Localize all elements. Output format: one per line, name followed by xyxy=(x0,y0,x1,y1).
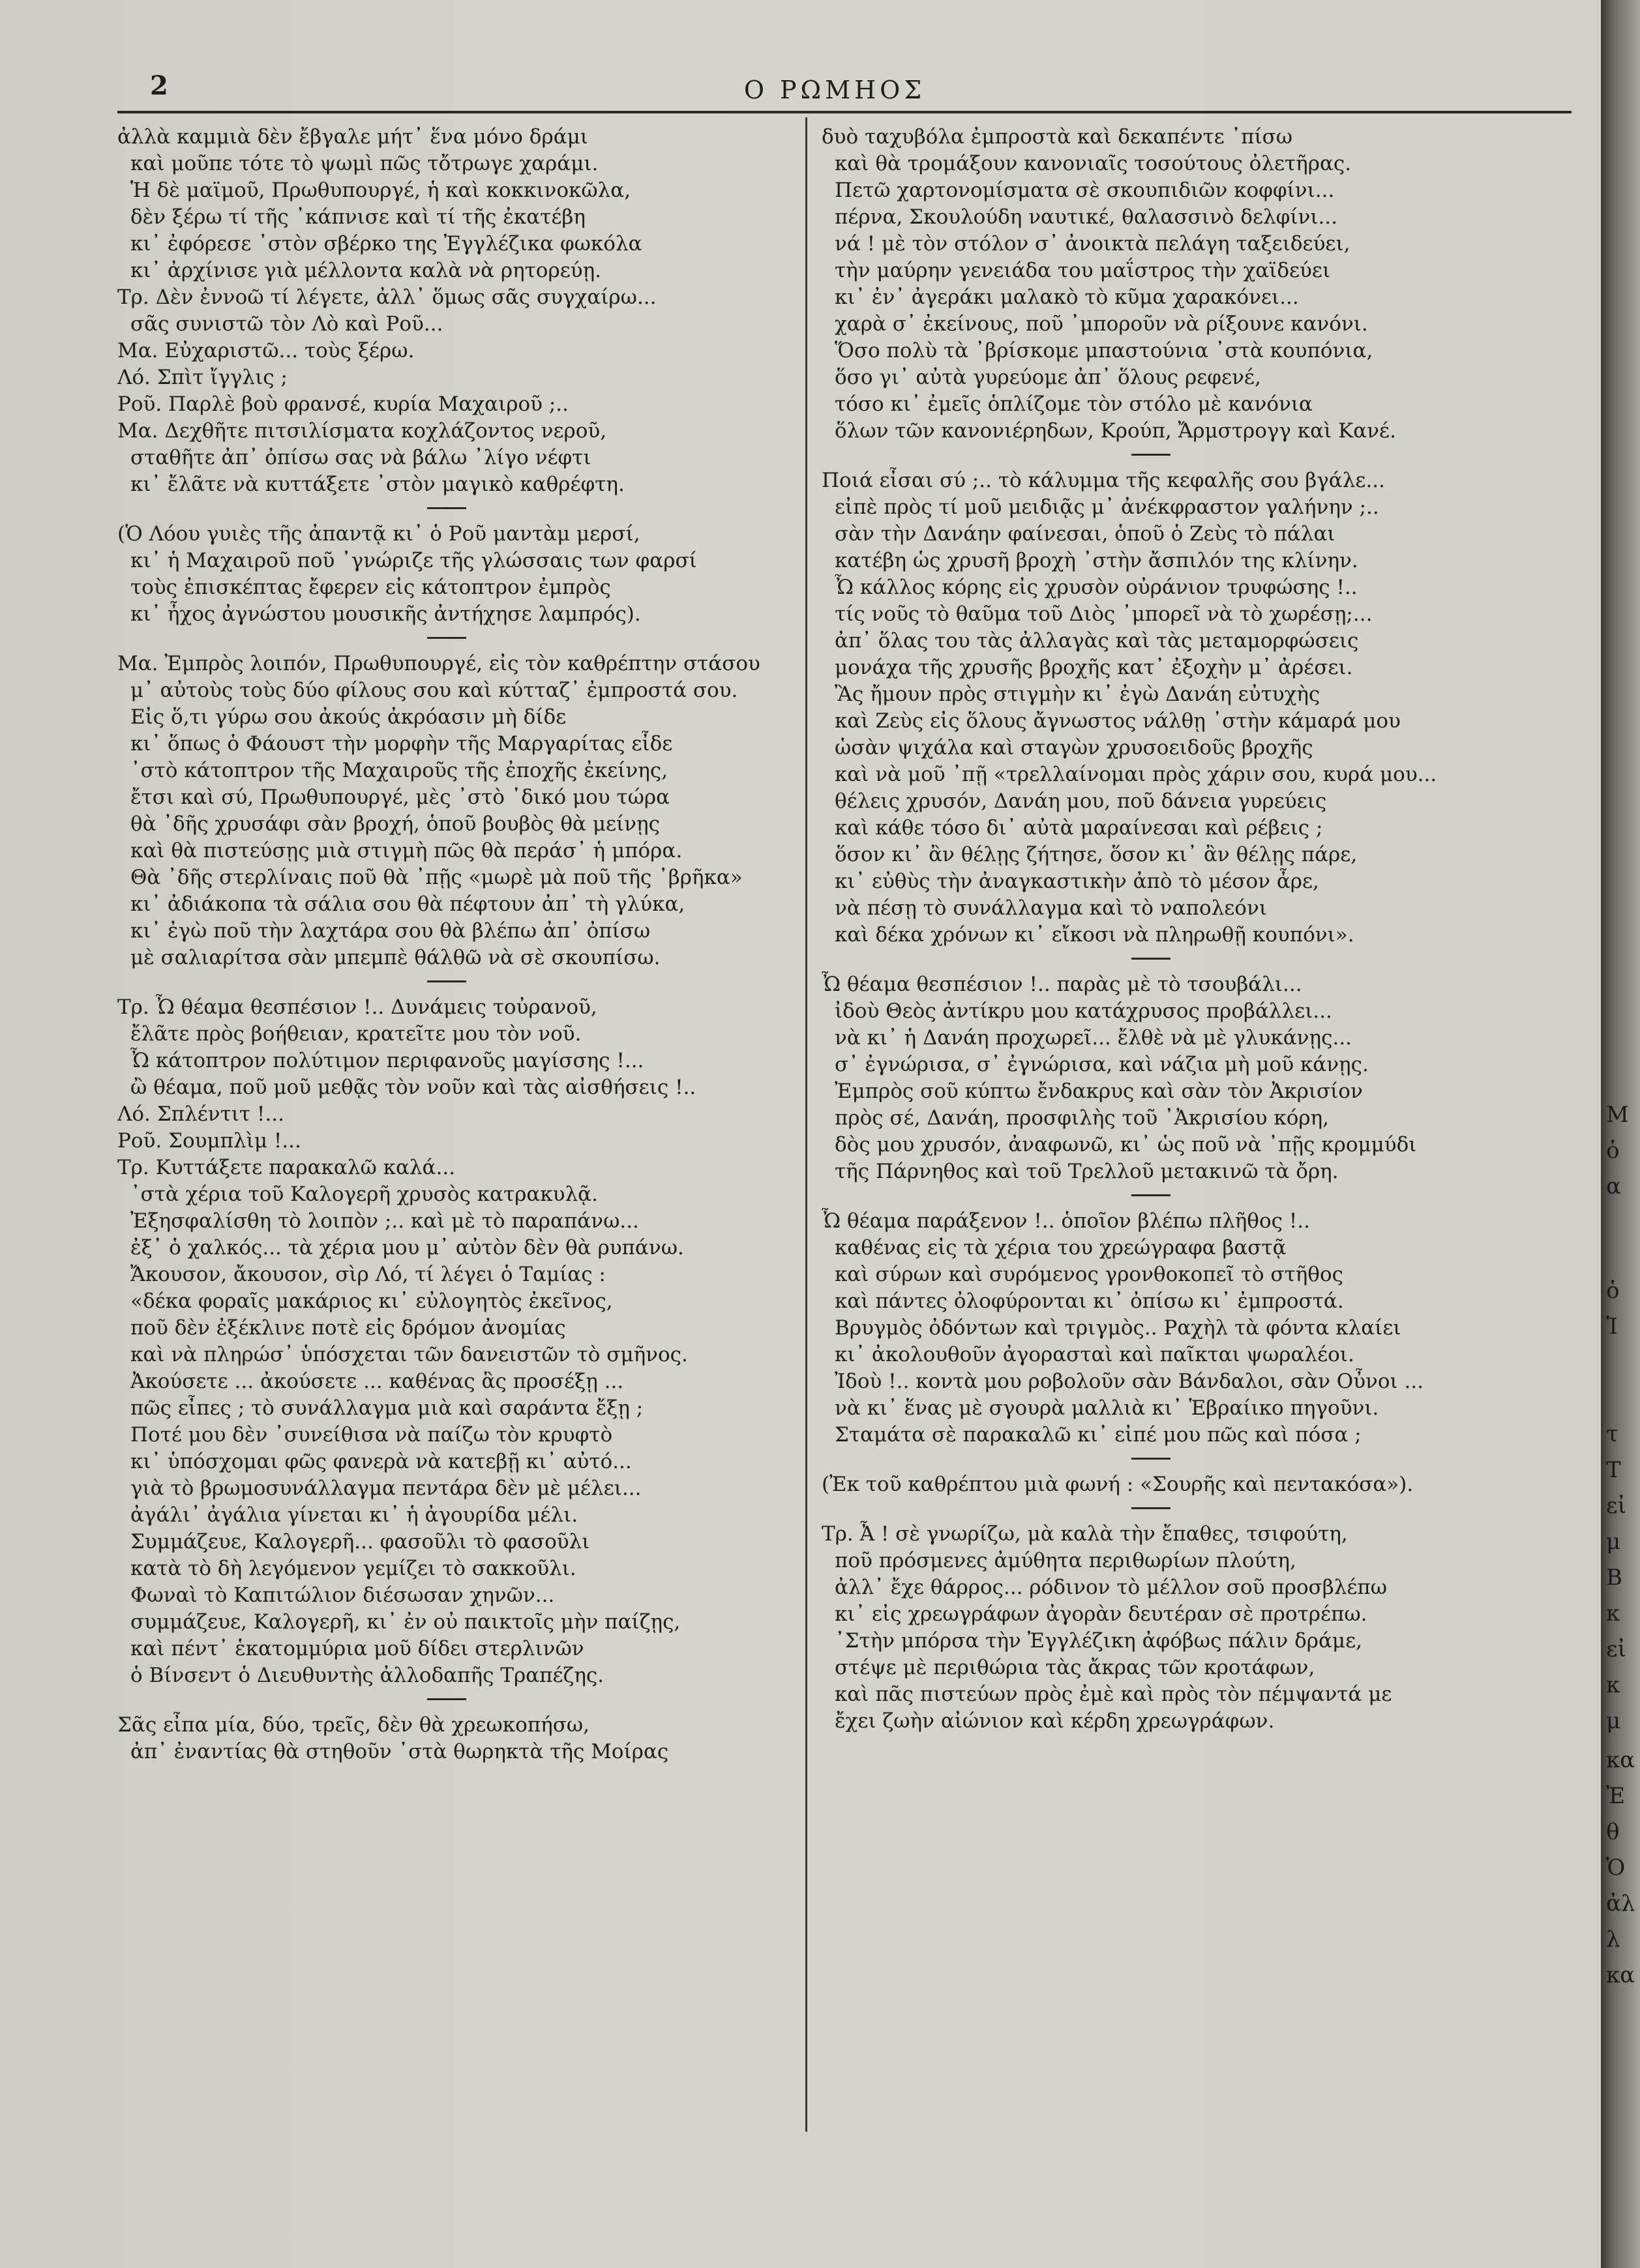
verse-line: ἀπ᾽ ἐναντίας θὰ στηθοῦν ᾽στὰ θωρηκτὰ τῆς Μοίρας xyxy=(130,1740,669,1763)
verse-line: νά ! μὲ τὸν στόλον σ᾽ ἀνοικτὰ πελάγη ταξειδεύει, xyxy=(835,232,1350,256)
verse-line: καὶ Ζεὺς εἰς ὅλους ἄγνωστος νάλθῃ ᾽στὴν κάμαρά μου xyxy=(835,709,1401,733)
edge-fragment: Β xyxy=(1606,1565,1622,1591)
edge-fragment: α xyxy=(1606,1173,1621,1200)
verse-line: Θὰ ᾽δῆς στερλίναις ποῦ θὰ ᾽πῇς «μωρὲ μὰ ποῦ τῆς ᾽βρῆκα» xyxy=(130,866,743,889)
next-page-edge xyxy=(1601,0,1640,2268)
verse-line: Μα. Ἐμπρὸς λοιπόν, Πρωθυπουργέ, εἰς τὸν καθρέπτην στάσου xyxy=(117,652,760,675)
edge-fragment: εἰ xyxy=(1606,1493,1626,1519)
section-separator xyxy=(1131,1458,1170,1460)
verse-line: κι᾽ ἐγὼ ποῦ τὴν λαχτάρα σου θὰ βλέπω ἀπ᾽ ὀπίσω xyxy=(130,919,651,943)
verse-line: θέλεις χρυσόν, Δανάη μου, ποῦ δάνεια γυρεύεις xyxy=(835,789,1327,813)
verse-line: Ὅσο πολὺ τὰ ᾽βρίσκομε μπαστούνια ᾽στὰ κουπόνια, xyxy=(835,339,1373,362)
header-rule xyxy=(117,111,1572,113)
verse-line: Τρ. Κυττάξετε παρακαλῶ καλά... xyxy=(117,1156,456,1179)
verse-line: Τρ. Ἆ ! σὲ γνωρίζω, μὰ καλὰ τὴν ἔπαθες, τσιφούτη, xyxy=(822,1522,1348,1546)
verse-line: Σταμάτα σὲ παρακαλῶ κι᾽ εἰπέ μου πῶς καὶ πόσα ; xyxy=(835,1423,1362,1447)
verse-line: τόσο κι᾽ ἐμεῖς ὁπλίζομε τὸν στόλο μὲ κανόνια xyxy=(835,392,1313,416)
verse-line: κι᾽ ἔλᾶτε νὰ κυττάξετε ᾽στὸν μαγικὸ καθρέφτη. xyxy=(130,473,625,496)
section-separator xyxy=(1131,958,1170,960)
verse-line: ὅλων τῶν κανονιέρηδων, Κρούπ, Ἄρμστρογγ καὶ Κανέ. xyxy=(835,419,1396,443)
verse-line: κι᾽ ὅπως ὁ Φάουστ τὴν μορφὴν τῆς Μαργαρίτας εἶδε xyxy=(130,732,673,756)
edge-fragment: κα xyxy=(1606,1747,1635,1773)
verse-line: στέψε μὲ περιθώρια τὰς ἄκρας τῶν κροτάφων, xyxy=(835,1656,1315,1679)
verse-line: σ᾽ ἐγνώρισα, σ᾽ ἐγνώρισα, καὶ νάζια μὴ μοῦ κάνῃς. xyxy=(835,1053,1369,1076)
verse-line: ἀλλ᾽ ἔχε θάρρος... ρόδινον τὸ μέλλον σοῦ προσβλέπω xyxy=(835,1576,1388,1599)
verse-stanza xyxy=(117,124,776,498)
verse-line: πῶς εἶπες ; τὸ συνάλλαγμα μιὰ καὶ σαράντα ἔξῃ ; xyxy=(130,1396,644,1420)
verse-line: Ροῦ. Σουμπλὶμ !... xyxy=(117,1129,301,1153)
verse-line: (Ὁ Λόου γυιὲς τῆς ἀπαντᾷ κι᾽ ὁ Ροῦ μαντὰμ μερσί, xyxy=(117,522,640,546)
verse-line: Τρ. Δὲν ἐννοῶ τί λέγετε, ἀλλ᾽ ὅμως σᾶς συγχαίρω... xyxy=(117,286,657,309)
verse-line: καὶ σύρων καὶ συρόμενος γρονθοκοπεῖ τὸ στῆθος xyxy=(835,1263,1343,1286)
section-separator xyxy=(427,1698,466,1700)
verse-stanza xyxy=(117,994,776,1689)
verse-line: Βρυγμὸς ὀδόντων καὶ τριγμὸς.. Ραχὴλ τὰ φόντα κλαίει xyxy=(835,1316,1401,1340)
verse-line: Ὦ κάτοπτρον πολύτιμον περιφανοῦς μαγίσσης !... xyxy=(130,1049,644,1072)
verse-line: ἀλλὰ καμμιὰ δὲν ἔβγαλε μήτ᾽ ἕνα μόνο δράμι xyxy=(117,125,588,149)
verse-line: Φωναὶ τὸ Καπιτώλιον διέσωσαν χηνῶν... xyxy=(130,1583,555,1607)
edge-fragment: μ xyxy=(1606,1529,1621,1555)
verse-line: καὶ πᾶς πιστεύων πρὸς ἐμὲ καὶ πρὸς τὸν πέμψαντά με xyxy=(835,1683,1392,1706)
verse-line: Εἰς ὅ,τι γύρω σου ἀκούς ἀκρόασιν μὴ δίδε xyxy=(130,705,567,729)
verse-line: μὲ σαλιαρίτσα σὰν μπεμπὲ θάλθῶ νὰ σὲ σκουπίσω. xyxy=(130,946,661,969)
verse-line: κι᾽ ἀδιάκοπα τὰ σάλια σου θὰ πέφτουν ἀπ᾽ τὴ γλύκα, xyxy=(130,892,685,916)
edge-fragment: λ xyxy=(1606,1926,1620,1952)
edge-fragment: Τ xyxy=(1606,1457,1621,1483)
verse-line: καὶ δέκα χρόνων κι᾽ εἴκοσι νὰ πληρωθῇ κουπόνι». xyxy=(835,923,1354,947)
verse-line: ἐξ᾽ ὁ χαλκός... τὰ χέρια μου μ᾽ αὐτὸν δὲν θὰ ρυπάνω. xyxy=(130,1236,684,1259)
verse-line: ὅσο γι᾽ αὐτὰ γυρεύομε ἀπ᾽ ὅλους ρεφενέ, xyxy=(835,366,1261,389)
verse-line: Ἂς ἤμουν πρὸς στιγμὴν κι᾽ ἐγὼ Δανάη εὐτυχὴς xyxy=(835,683,1320,706)
verse-line: κι᾽ εἰς χρεωγράφων ἀγορὰν δευτέραν σὲ προτρέπω. xyxy=(835,1602,1367,1626)
verse-line: καὶ πέντ᾽ ἑκατομμύρια μοῦ δίδει στερλινῶν xyxy=(130,1637,584,1660)
verse-line: καὶ θὰ πιστεύσῃς μιὰ στιγμὴ πῶς θὰ περάσ᾽ ἡ μπόρα. xyxy=(130,839,683,862)
verse-line: νὰ κι᾽ ἡ Δανάη προχωρεῖ... ἔλθὲ νὰ μὲ γλυκάνῃς... xyxy=(835,1026,1352,1050)
verse-line: (Ἐκ τοῦ καθρέπτου μιὰ φωνή : «Σουρῆς καὶ πεντακόσα»). xyxy=(822,1473,1414,1496)
verse-line: ᾽Στὴν μπόρσα τὴν Ἐγγλέζικη ἀφόβως πάλιν δράμε, xyxy=(835,1629,1362,1653)
verse-line: σταθῆτε ἀπ᾽ ὀπίσω σας νὰ βάλω ᾽λίγο νέφτι xyxy=(130,446,591,469)
verse-stanza xyxy=(822,124,1480,445)
verse-line: Λό. Σπὶτ ἴγγλις ; xyxy=(117,366,288,389)
verse-line: τὴν μαύρην γενειάδα του μαΐστρος τὴν χαϊδεύει xyxy=(835,259,1331,282)
verse-line: γιὰ τὸ βρωμοσυνάλλαγμα πεντάρα δὲν μὲ μέλει... xyxy=(130,1477,642,1500)
verse-line: Ὦ θέαμα παράξενον !.. ὁποῖον βλέπω πλῆθος !.. xyxy=(822,1209,1310,1233)
edge-fragment: Ἰ xyxy=(1606,1314,1618,1340)
edge-fragment: κ xyxy=(1606,1600,1620,1627)
left-column xyxy=(117,124,776,1765)
verse-line: ποῦ πρόσμενες ἀμύθητα περιθωρίων πλούτη, xyxy=(835,1549,1296,1572)
verse-line: δὸς μου χρυσόν, ἀναφωνῶ, κι᾽ ὡς ποῦ νὰ ᾽πῇς κρομμύδι xyxy=(835,1133,1417,1156)
verse-stanza xyxy=(117,1712,776,1765)
section-separator xyxy=(1131,1507,1170,1509)
verse-line: νὰ πέσῃ τὸ συνάλλαγμα καὶ τὸ ναπολεόνι xyxy=(835,896,1267,920)
verse-stanza xyxy=(822,971,1480,1185)
verse-line: καὶ νὰ πληρώσ᾽ ὑπόσχεται τῶν δανειστῶν τὸ σμῆνος. xyxy=(130,1343,688,1366)
verse-line: κι᾽ ἦχος ἀγνώστου μουσικῆς ἀντήχησε λαμπρός). xyxy=(130,602,641,626)
verse-line: ὢ θέαμα, ποῦ μοῦ μεθᾷς τὸν νοῦν καὶ τὰς αἰσθήσεις !.. xyxy=(130,1076,696,1099)
verse-line: ὡσὰν ψιχάλα καὶ σταγὼν χρυσοειδοῦς βροχῆς xyxy=(835,736,1313,759)
verse-line: ᾽στὰ χέρια τοῦ Καλογερῆ χρυσὸς κατρακυλᾷ. xyxy=(130,1183,598,1206)
verse-line: ᾽στὸ κάτοπτρον τῆς Μαχαιροῦς τῆς ἐποχῆς ἐκείνης, xyxy=(130,759,668,782)
edge-fragment: ὁ xyxy=(1606,1278,1620,1304)
verse-line: κι᾽ ἡ Μαχαιροῦ ποῦ ᾽γνώριζε τῆς γλώσσαις των φαρσί xyxy=(130,549,697,572)
verse-line: πρὸς σέ, Δανάη, προσφιλὴς τοῦ ᾽Ἀκρισίου κόρη, xyxy=(835,1106,1330,1130)
verse-line: σᾶς συνιστῶ τὸν Λὸ καὶ Ροῦ... xyxy=(130,312,443,336)
edge-fragment: κ xyxy=(1606,1672,1620,1698)
section-separator xyxy=(427,637,466,639)
verse-line: καὶ θὰ τρομάξουν κανονιαῖς τοσούτους ὀλετῆρας. xyxy=(835,152,1352,175)
verse-line: κατέβη ὡς χρυσῆ βροχὴ ᾽στὴν ἄσπιλόν της κλίνην. xyxy=(835,549,1358,572)
verse-line: μονάχα τῆς χρυσῆς βροχῆς κατ᾽ ἐξοχὴν μ᾽ ἀρέσει. xyxy=(835,656,1353,679)
column-divider xyxy=(805,117,807,2132)
verse-line: ἔχει ζωὴν αἰώνιον καὶ κέρδη χρεωγράφων. xyxy=(835,1709,1275,1733)
edge-fragment: θ xyxy=(1606,1819,1620,1845)
verse-line: Μα. Εὐχαριστῶ... τοὺς ξέρω. xyxy=(117,339,415,362)
verse-stanza xyxy=(117,521,776,628)
verse-line: ἔτσι καὶ σύ, Πρωθυπουργέ, μὲς ᾽στὸ ᾽δικό μου τώρα xyxy=(130,786,670,809)
verse-line: Ἀκούσετε ... ἀκούσετε ... καθένας ἃς προσέξῃ ... xyxy=(130,1370,624,1393)
verse-line: τίς νοῦς τὸ θαῦμα τοῦ Διὸς ᾽μπορεῖ νὰ τὸ χωρέσῃ;... xyxy=(835,602,1373,626)
verse-line: κατὰ τὸ δὴ λεγόμενον γεμίζει τὸ σακκοῦλι. xyxy=(130,1557,576,1580)
verse-line: μ᾽ αὐτοὺς τοὺς δύο φίλους σου καὶ κύτταζ᾽ ἐμπροστά σου. xyxy=(130,679,738,702)
verse-line: καὶ νὰ μοῦ ᾽πῇ «τρελλαίνομαι πρὸς χάριν σου, κυρά μου... xyxy=(835,763,1437,786)
edge-fragment: Ὁ xyxy=(1606,1855,1626,1881)
verse-stanza xyxy=(822,467,1480,949)
verse-line: κι᾽ ἐν᾽ ἀγεράκι μαλακὸ τὸ κῦμα χαρακόνει... xyxy=(835,286,1299,309)
section-separator xyxy=(1131,1194,1170,1196)
verse-line: «δέκα φοραῖς μακάριος κι᾽ εὐλογητὸς ἐκεῖνος, xyxy=(130,1289,613,1313)
verse-line: Λό. Σπλέντιτ !... xyxy=(117,1102,284,1126)
page-number: 2 xyxy=(150,70,168,101)
section-separator xyxy=(427,980,466,982)
verse-line: Ὦ θέαμα θεσπέσιον !.. παρὰς μὲ τὸ τσουβάλι... xyxy=(822,973,1302,996)
section-separator xyxy=(1131,454,1170,456)
edge-fragment: τ xyxy=(1606,1421,1618,1447)
verse-line: Ἡ δὲ μαϊμοῦ, Πρωθυπουργέ, ἡ καὶ κοκκινοκῶλα, xyxy=(130,179,631,202)
verse-line: ἰδοὺ Θεὸς ἀντίκρυ μου κατάχρυσος προβάλλει... xyxy=(835,999,1332,1023)
verse-line: εἰπὲ πρὸς τί μοῦ μειδιᾷς μ᾽ ἀνέκφραστον γαλήνην ;.. xyxy=(835,495,1379,519)
verse-line: κι᾽ ἐφόρεσε ᾽στὸν σβέρκο της Ἐγγλέζικα φωκόλα xyxy=(130,232,642,256)
verse-line: Ποιά εἶσαι σύ ;.. τὸ κάλυμμα τῆς κεφαλῆς σου βγάλε... xyxy=(822,469,1386,492)
verse-line: καὶ πάντες ὀλοφύρονται κι᾽ ὀπίσω κι᾽ ἐμπροστά. xyxy=(835,1289,1344,1313)
verse-line: συμμάζευε, Καλογερῆ, κι᾽ ἐν οὐ παικτοῖς μὴν παίζῃς, xyxy=(130,1610,681,1634)
verse-line: τῆς Πάρνηθος καὶ τοῦ Τρελλοῦ μετακινῶ τὰ ὄρη. xyxy=(835,1160,1339,1183)
verse-line: δυὸ ταχυβόλα ἐμπροστὰ καὶ δεκαπέντε ᾽πίσω xyxy=(822,125,1293,149)
verse-stanza xyxy=(822,1471,1480,1498)
verse-line: ἀγάλι᾽ ἀγάλια γίνεται κι᾽ ἡ ἀγουρίδα μέλι. xyxy=(130,1503,578,1527)
verse-line: κι᾽ ὑπόσχομαι φῶς φανερὰ νὰ κατεβῇ κι᾽ αὐτό... xyxy=(130,1450,632,1473)
edge-fragment: Ἐ xyxy=(1606,1783,1626,1809)
verse-line: Ἄκουσον, ἄκουσον, σὶρ Λό, τί λέγει ὁ Ταμίας : xyxy=(130,1263,606,1286)
edge-fragment: μ xyxy=(1606,1708,1621,1734)
verse-line: θὰ ᾽δῆς χρυσάφι σὰν βροχή, ὁποῦ βουβὸς θὰ μείνῃς xyxy=(130,812,660,836)
verse-line: σὰν τὴν Δανάην φαίνεσαι, ὁποῦ ὁ Ζεὺς τὸ πάλαι xyxy=(835,522,1335,546)
verse-line: Τρ. Ὦ θέαμα θεσπέσιον !.. Δυνάμεις τοὐρανοῦ, xyxy=(117,995,597,1019)
verse-line: Ροῦ. Παρλὲ βοὺ φρανσέ, κυρία Μαχαιροῦ ;.. xyxy=(117,392,569,416)
verse-line: καὶ μοῦπε τότε τὸ ψωμὶ πῶς τὄτρωγε χαράμι. xyxy=(130,152,599,175)
verse-stanza xyxy=(822,1208,1480,1449)
verse-line: Ἐμπρὸς σοῦ κύπτω ἔνδακρυς καὶ σὰν τὸν Ἀκρισίον xyxy=(835,1080,1363,1103)
verse-line: Μα. Δεχθῆτε πιτσιλίσματα κοχλάζοντος νεροῦ, xyxy=(117,419,607,443)
section-separator xyxy=(427,507,466,509)
verse-line: κι᾽ ἀρχίνισε γιὰ μέλλοντα καλὰ νὰ ρητορεύῃ. xyxy=(130,259,602,282)
edge-fragment: M xyxy=(1606,1102,1629,1128)
verse-line: Ὦ κάλλος κόρης εἰς χρυσὸν οὐράνιον τρυφώσης !.. xyxy=(835,576,1358,599)
verse-line: Ἐξησφαλίσθη τὸ λοιπὸν ;.. καὶ μὲ τὸ παραπάνω... xyxy=(130,1209,639,1233)
verse-line: Σᾶς εἶπα μία, δύο, τρεῖς, δὲν θὰ χρεωκοπήσω, xyxy=(117,1713,590,1737)
verse-line: ὅσον κι᾽ ἂν θέλῃς ζήτησε, ὅσον κι᾽ ἂν θέλῃς πάρε, xyxy=(835,843,1358,866)
verse-line: ἔλᾶτε πρὸς βοήθειαν, κρατεῖτε μου τὸν νοῦ. xyxy=(130,1022,582,1046)
edge-fragment: ἀλ xyxy=(1606,1891,1635,1917)
verse-line: δὲν ξέρω τί τῆς ᾽κάπνισε καὶ τί τῆς ἐκατέβη xyxy=(130,205,586,229)
verse-line: ὁ Βίνσεντ ὁ Διευθυντὴς ἀλλοδαπῆς Τραπέζης. xyxy=(130,1664,604,1687)
edge-fragment: εἰ xyxy=(1606,1636,1626,1662)
right-column xyxy=(822,124,1480,1735)
verse-line: καθένας εἰς τὰ χέρια του χρεώγραφα βαστᾷ xyxy=(835,1236,1287,1259)
verse-line: νὰ κι᾽ ἕνας μὲ σγουρὰ μαλλιὰ κι᾽ Ἑβραίικο πηγοῦνι. xyxy=(835,1396,1379,1420)
verse-line: κι᾽ ἀκολουθοῦν ἀγορασταὶ καὶ παῖκται ψωραλέοι. xyxy=(835,1343,1354,1366)
verse-line: Συμμάζευε, Καλογερῆ... φασοῦλι τὸ φασοῦλι xyxy=(130,1530,590,1554)
verse-line: πέρνα, Σκουλούδη ναυτικέ, θαλασσινὸ δελφίνι... xyxy=(835,205,1338,229)
verse-line: καὶ κάθε τόσο δι᾽ αὐτὰ μαραίνεσαι καὶ ρέβεις ; xyxy=(835,816,1323,840)
newspaper-title: Ο ΡΩΜΗΟΣ xyxy=(743,76,926,104)
verse-line: ἀπ᾽ ὅλας του τὰς ἀλλαγὰς καὶ τὰς μεταμορφώσεις xyxy=(835,629,1359,653)
verse-line: ποῦ δὲν ἐξέκλινε ποτὲ εἰς δρόμον ἀνομίας xyxy=(130,1316,566,1340)
verse-line: χαρὰ σ᾽ ἐκείνους, ποῦ ᾽μποροῦν νὰ ρίξουνε κανόνι. xyxy=(835,312,1368,336)
verse-stanza xyxy=(117,651,776,971)
verse-stanza xyxy=(822,1521,1480,1735)
page-header xyxy=(117,65,1552,111)
verse-line: κι᾽ εὐθὺς τὴν ἀναγκαστικὴν ἀπὸ τὸ μέσον ἆρε, xyxy=(835,870,1319,893)
verse-line: τοὺς ἐπισκέπτας ἔφερεν εἰς κάτοπτρον ἐμπρὸς xyxy=(130,576,611,599)
edge-fragment: κα xyxy=(1606,1962,1635,1988)
verse-line: Ποτέ μου δὲν ᾽συνείθισα νὰ παίζω τὸν κρυφτὸ xyxy=(130,1423,613,1447)
verse-line: Πετῶ χαρτονομίσματα σὲ σκουπιδιῶν κοφφίνι... xyxy=(835,179,1335,202)
edge-fragment: ὁ xyxy=(1606,1138,1620,1164)
verse-line: Ἰδοὺ !.. κοντὰ μου ροβολοῦν σὰν Βάνδαλοι, σὰν Οὖνοι ... xyxy=(835,1370,1424,1393)
